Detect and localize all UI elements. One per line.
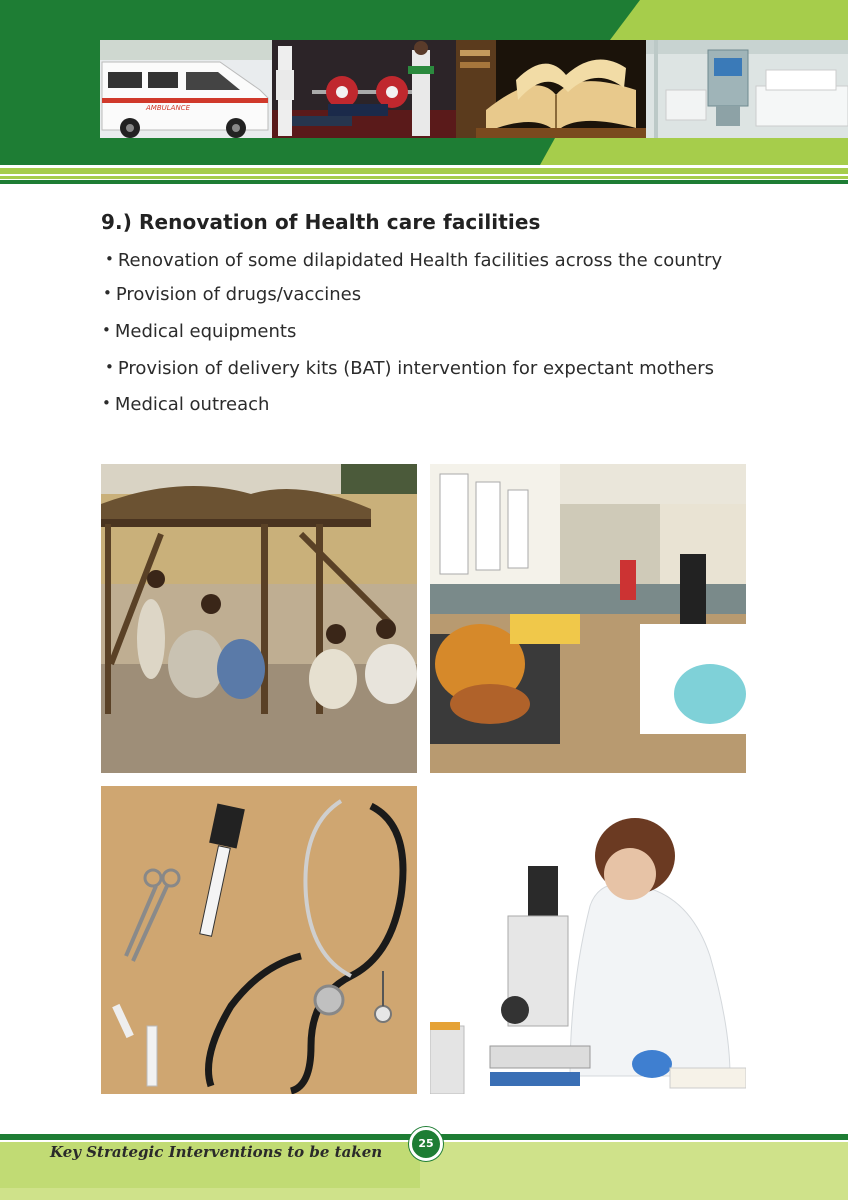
- bullet-dot-icon: •: [102, 394, 111, 412]
- medical-instruments-photo: [101, 786, 417, 1094]
- header-banner-photos: [100, 40, 848, 138]
- bullet-dot-icon: •: [105, 358, 114, 376]
- bullet-text: Provision of delivery kits (BAT) intervention for expectant mothers: [117, 358, 714, 379]
- bullet-item: [103, 284, 361, 305]
- hospital-ward-photo: [430, 464, 746, 773]
- bullet-text: Renovation of some dilapidated Health facilities across the country: [117, 250, 723, 271]
- bullet-item: [102, 394, 269, 415]
- page-number-badge: 25: [409, 1127, 443, 1161]
- bullet-dot-icon: •: [103, 284, 112, 302]
- ambulance-label: AMBULANCE: [146, 104, 190, 112]
- bullet-text: Provision of drugs/vaccines: [115, 284, 362, 305]
- open-book-photo: [456, 40, 646, 138]
- bullet-item: [105, 358, 714, 379]
- section-title: 9.) Renovation of Health care facilities: [101, 210, 541, 234]
- lab-microscope-photo: [430, 786, 746, 1094]
- bullet-dot-icon: •: [105, 250, 114, 268]
- bullet-text: Medical outreach: [114, 394, 270, 415]
- outdoor-clinic-photo: [101, 464, 417, 773]
- hospital-equipment-photo: [646, 40, 848, 138]
- bullet-item: [102, 321, 296, 342]
- weightlifting-photo: [272, 40, 456, 138]
- bullet-item: [105, 250, 722, 271]
- footer-caption: Key Strategic Interventions to be taken: [50, 1143, 383, 1161]
- ambulance-photo: [100, 40, 272, 138]
- bullet-dot-icon: •: [102, 321, 111, 339]
- bullet-text: Medical equipments: [114, 321, 297, 342]
